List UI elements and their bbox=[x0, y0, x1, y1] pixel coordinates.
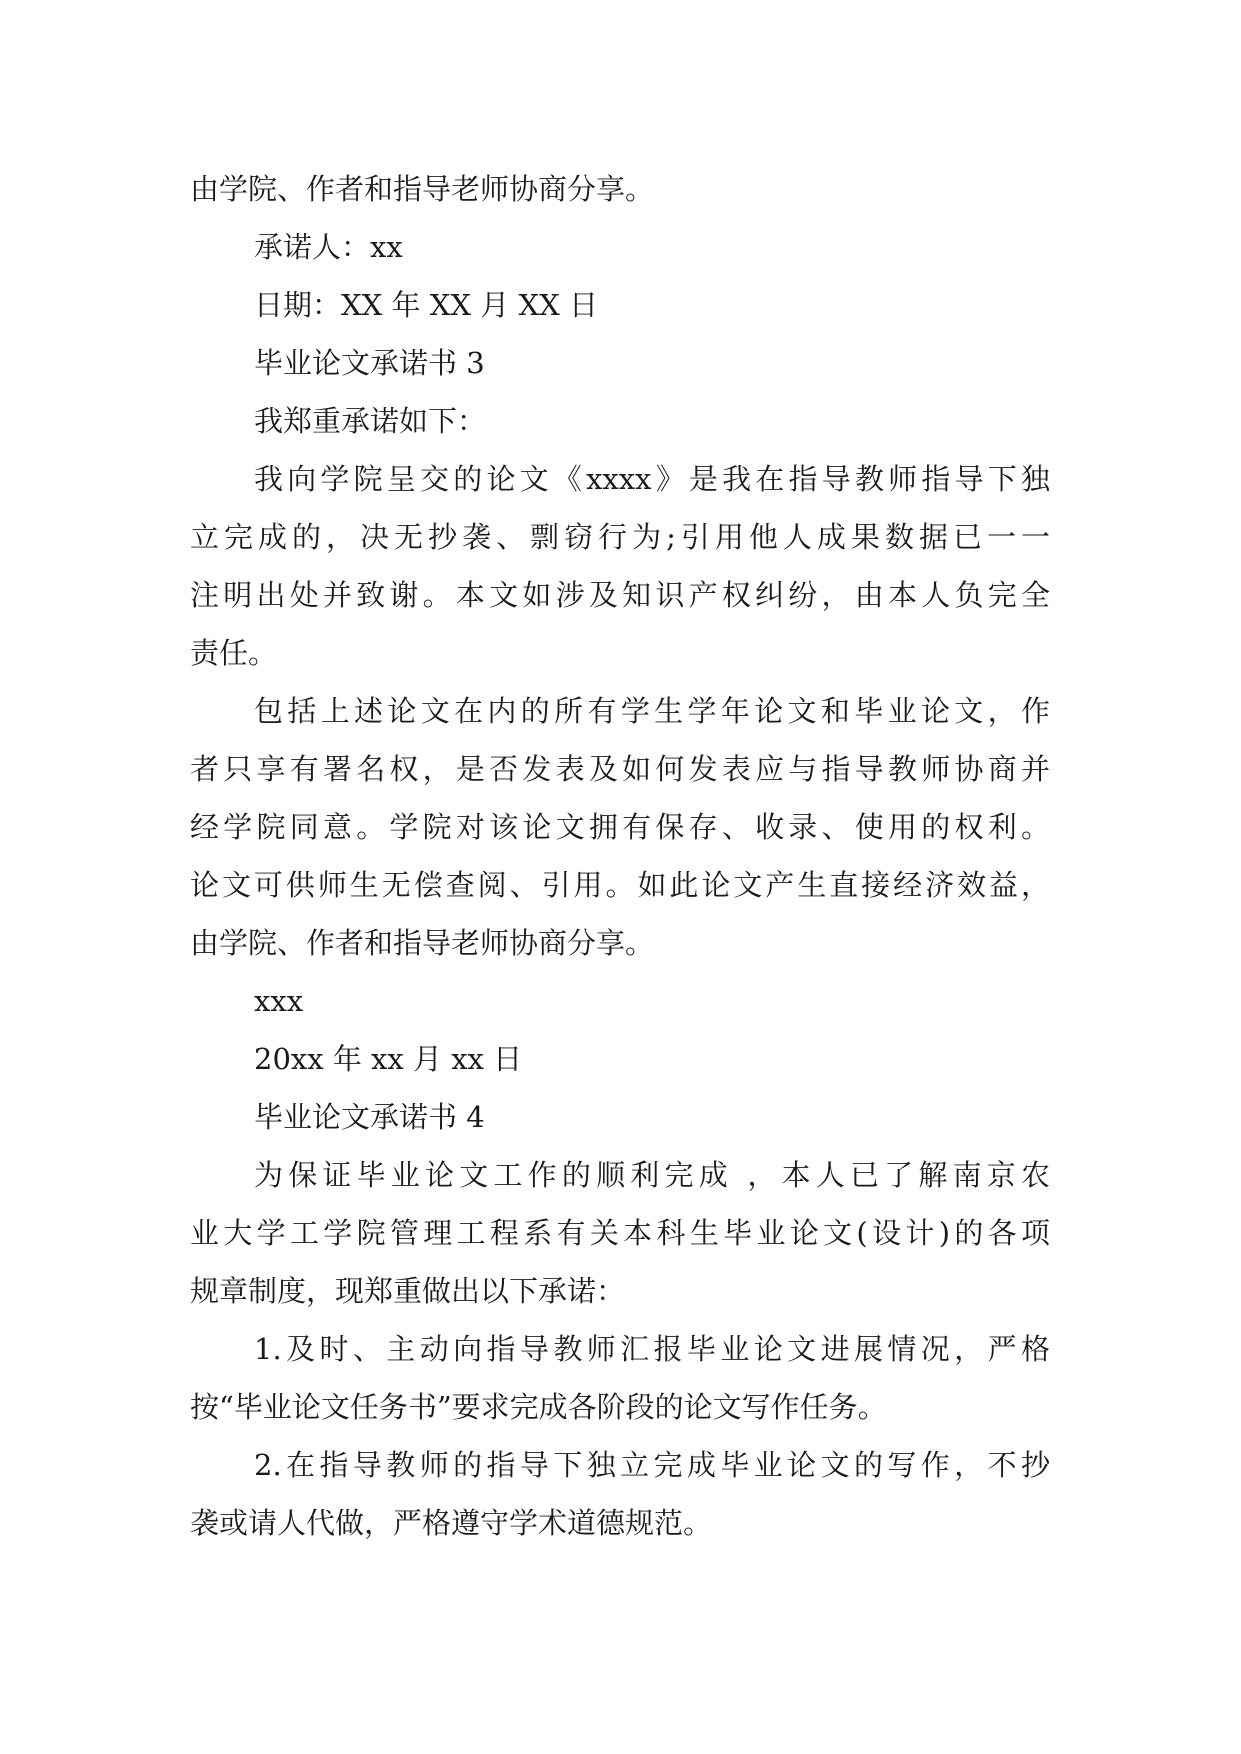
paragraph-line: 经学院同意。学院对该论文拥有保存、收录、使用的权利。 bbox=[190, 810, 1050, 844]
list-item: 袭或请人代做，严格遵守学术道德规范。 bbox=[190, 1506, 713, 1540]
paragraph-line: 我向学院呈交的论文《xxxx》是我在指导教师指导下独 bbox=[254, 462, 1050, 496]
paragraph-line: 注明出处并致谢。本文如涉及知识产权纠纷，由本人负完全 bbox=[190, 578, 1050, 612]
section-heading: 毕业论文承诺书 3 bbox=[254, 346, 485, 380]
list-item: 2.在指导教师的指导下独立完成毕业论文的写作，不抄 bbox=[254, 1448, 1050, 1482]
paragraph-line: 为保证毕业论文工作的顺利完成 ，本人已了解南京农 bbox=[254, 1158, 1050, 1192]
list-item: 1.及时、主动向指导教师汇报毕业论文进展情况，严格 bbox=[254, 1332, 1050, 1366]
paragraph-line: 规章制度，现郑重做出以下承诺： bbox=[190, 1274, 626, 1308]
paragraph-line: 立完成的，决无抄袭、剽窃行为;引用他人成果数据已一一 bbox=[190, 520, 1050, 554]
promiser-line: 承诺人：xx bbox=[254, 230, 403, 264]
document-body bbox=[190, 160, 1050, 1552]
text-line: 由学院、作者和指导老师协商分享。 bbox=[190, 172, 655, 206]
paragraph-line: 论文可供师生无偿查阅、引用。如此论文产生直接经济效益， bbox=[190, 868, 1050, 902]
paragraph-line: 业大学工学院管理工程系有关本科生毕业论文(设计)的各项 bbox=[190, 1216, 1050, 1250]
date-line: 日期：XX 年 XX 月 XX 日 bbox=[254, 288, 598, 322]
paragraph-line: 包括上述论文在内的所有学生学年论文和毕业论文，作 bbox=[254, 694, 1050, 728]
list-item: 按“毕业论文任务书”要求完成各阶段的论文写作任务。 bbox=[190, 1390, 887, 1424]
paragraph-line: 者只享有署名权，是否发表及如何发表应与指导教师协商并 bbox=[190, 752, 1050, 786]
paragraph-line: 由学院、作者和指导老师协商分享。 bbox=[190, 926, 655, 960]
paragraph-line: 责任。 bbox=[190, 636, 278, 670]
signature-line: xxx bbox=[254, 984, 304, 1018]
section-heading: 毕业论文承诺书 4 bbox=[254, 1100, 485, 1134]
text-line: 我郑重承诺如下： bbox=[254, 404, 487, 438]
date-line: 20xx 年 xx 月 xx 日 bbox=[254, 1042, 523, 1076]
